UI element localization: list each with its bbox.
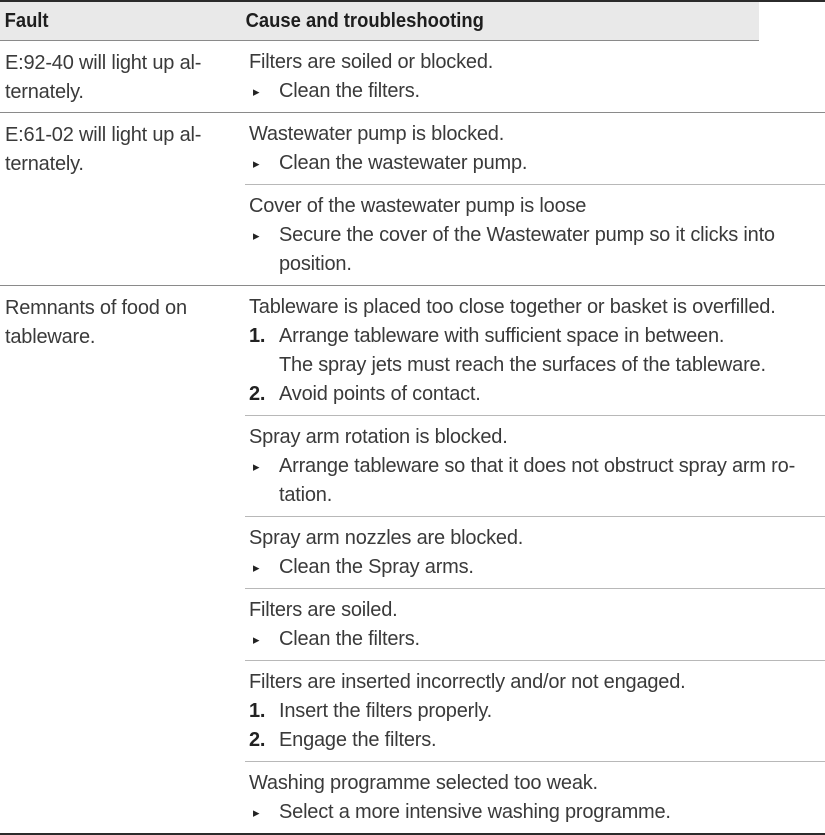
remedy-text: Clean the Spray arms. bbox=[279, 556, 474, 578]
remedy-step bbox=[249, 322, 825, 351]
remedy-step bbox=[249, 697, 825, 726]
fault-text-line: E:61-02 will light up al- bbox=[5, 124, 202, 146]
cause-block bbox=[245, 113, 825, 184]
cause-text: Filters are inserted incorrectly and/or not engaged. bbox=[249, 671, 686, 693]
fault-text-line: Remnants of food on bbox=[5, 297, 187, 319]
remedy-step bbox=[249, 452, 825, 481]
bullet-arrow-icon: ▸ bbox=[253, 156, 260, 171]
fault-cell bbox=[0, 41, 245, 112]
cause-text: Spray arm nozzles are blocked. bbox=[249, 527, 524, 549]
remedy-text: tation. bbox=[279, 484, 333, 506]
fault-text-line: ternately. bbox=[5, 81, 84, 103]
remedy-text: Arrange tableware with sufficient space in between. bbox=[279, 325, 725, 347]
cause-cell bbox=[245, 41, 825, 112]
bullet-arrow-icon: ▸ bbox=[253, 84, 260, 99]
cause-block bbox=[245, 588, 825, 660]
remedy-text: Secure the cover of the Wastewater pump so it clicks into bbox=[279, 224, 775, 246]
remedy-text: Insert the filters properly. bbox=[279, 700, 493, 722]
remedy-text: Clean the wastewater pump. bbox=[279, 152, 528, 174]
cause-text: Filters are soiled or blocked. bbox=[249, 51, 494, 73]
cause-block bbox=[245, 184, 825, 285]
bullet-arrow-icon: ▸ bbox=[253, 228, 260, 243]
cause-text: Filters are soiled. bbox=[249, 599, 398, 621]
fault-cell bbox=[0, 286, 245, 833]
cause-text: Washing programme selected too weak. bbox=[249, 772, 598, 794]
remedy-text: Clean the filters. bbox=[279, 628, 420, 650]
fault-text-line: tableware. bbox=[5, 326, 96, 348]
step-number: 1. bbox=[249, 700, 266, 722]
cause-cell bbox=[245, 286, 825, 833]
cause-text: Wastewater pump is blocked. bbox=[249, 123, 505, 145]
table-row bbox=[0, 286, 825, 835]
remedy-step bbox=[249, 250, 825, 279]
remedy-step bbox=[249, 380, 825, 409]
remedy-step bbox=[249, 149, 825, 178]
remedy-step bbox=[249, 351, 825, 380]
remedy-text: position. bbox=[279, 253, 352, 275]
bullet-arrow-icon: ▸ bbox=[253, 805, 260, 820]
cause-text: Cover of the wastewater pump is loose bbox=[249, 195, 587, 217]
remedy-step bbox=[249, 553, 825, 582]
cause-block bbox=[245, 516, 825, 588]
cause-text: Spray arm rotation is blocked. bbox=[249, 426, 508, 448]
remedy-step bbox=[249, 625, 825, 654]
cause-cell bbox=[245, 113, 825, 285]
remedy-text: Select a more intensive washing programme. bbox=[279, 801, 671, 823]
table-header bbox=[0, 2, 759, 41]
remedy-step bbox=[249, 221, 825, 250]
step-number: 2. bbox=[249, 383, 266, 405]
step-number: 1. bbox=[249, 325, 266, 347]
step-number: 2. bbox=[249, 729, 266, 751]
cause-text: Tableware is placed too close together or basket is overfilled. bbox=[249, 296, 776, 318]
remedy-text: Avoid points of contact. bbox=[279, 383, 481, 405]
fault-text-line: E:92-40 will light up al- bbox=[5, 52, 202, 74]
remedy-step bbox=[249, 798, 825, 827]
table-body bbox=[0, 41, 825, 835]
cause-block bbox=[245, 660, 825, 761]
remedy-text: Engage the filters. bbox=[279, 729, 437, 751]
bullet-arrow-icon bbox=[249, 250, 279, 279]
cause-block bbox=[245, 761, 825, 833]
remedy-text: The spray jets must reach the surfaces of the tableware. bbox=[279, 354, 766, 376]
bullet-arrow-icon: ▸ bbox=[253, 560, 260, 575]
fault-text-line: ternately. bbox=[5, 153, 84, 175]
remedy-text: Clean the filters. bbox=[279, 80, 420, 102]
cause-column-header: Cause and troubleshooting bbox=[245, 9, 484, 32]
cause-block bbox=[245, 415, 825, 516]
step-number bbox=[249, 351, 279, 380]
bullet-arrow-icon: ▸ bbox=[253, 459, 260, 474]
remedy-step bbox=[249, 726, 825, 755]
cause-block bbox=[245, 41, 825, 112]
table-row bbox=[0, 113, 825, 286]
fault-cell bbox=[0, 113, 245, 285]
remedy-step bbox=[249, 77, 825, 106]
table-row bbox=[0, 41, 825, 113]
fault-column-header: Fault bbox=[4, 9, 49, 32]
cause-block bbox=[245, 286, 825, 415]
bullet-arrow-icon bbox=[249, 481, 279, 510]
bullet-arrow-icon: ▸ bbox=[253, 632, 260, 647]
remedy-step bbox=[249, 481, 825, 510]
remedy-text: Arrange tableware so that it does not obstruct spray arm ro- bbox=[279, 455, 796, 477]
